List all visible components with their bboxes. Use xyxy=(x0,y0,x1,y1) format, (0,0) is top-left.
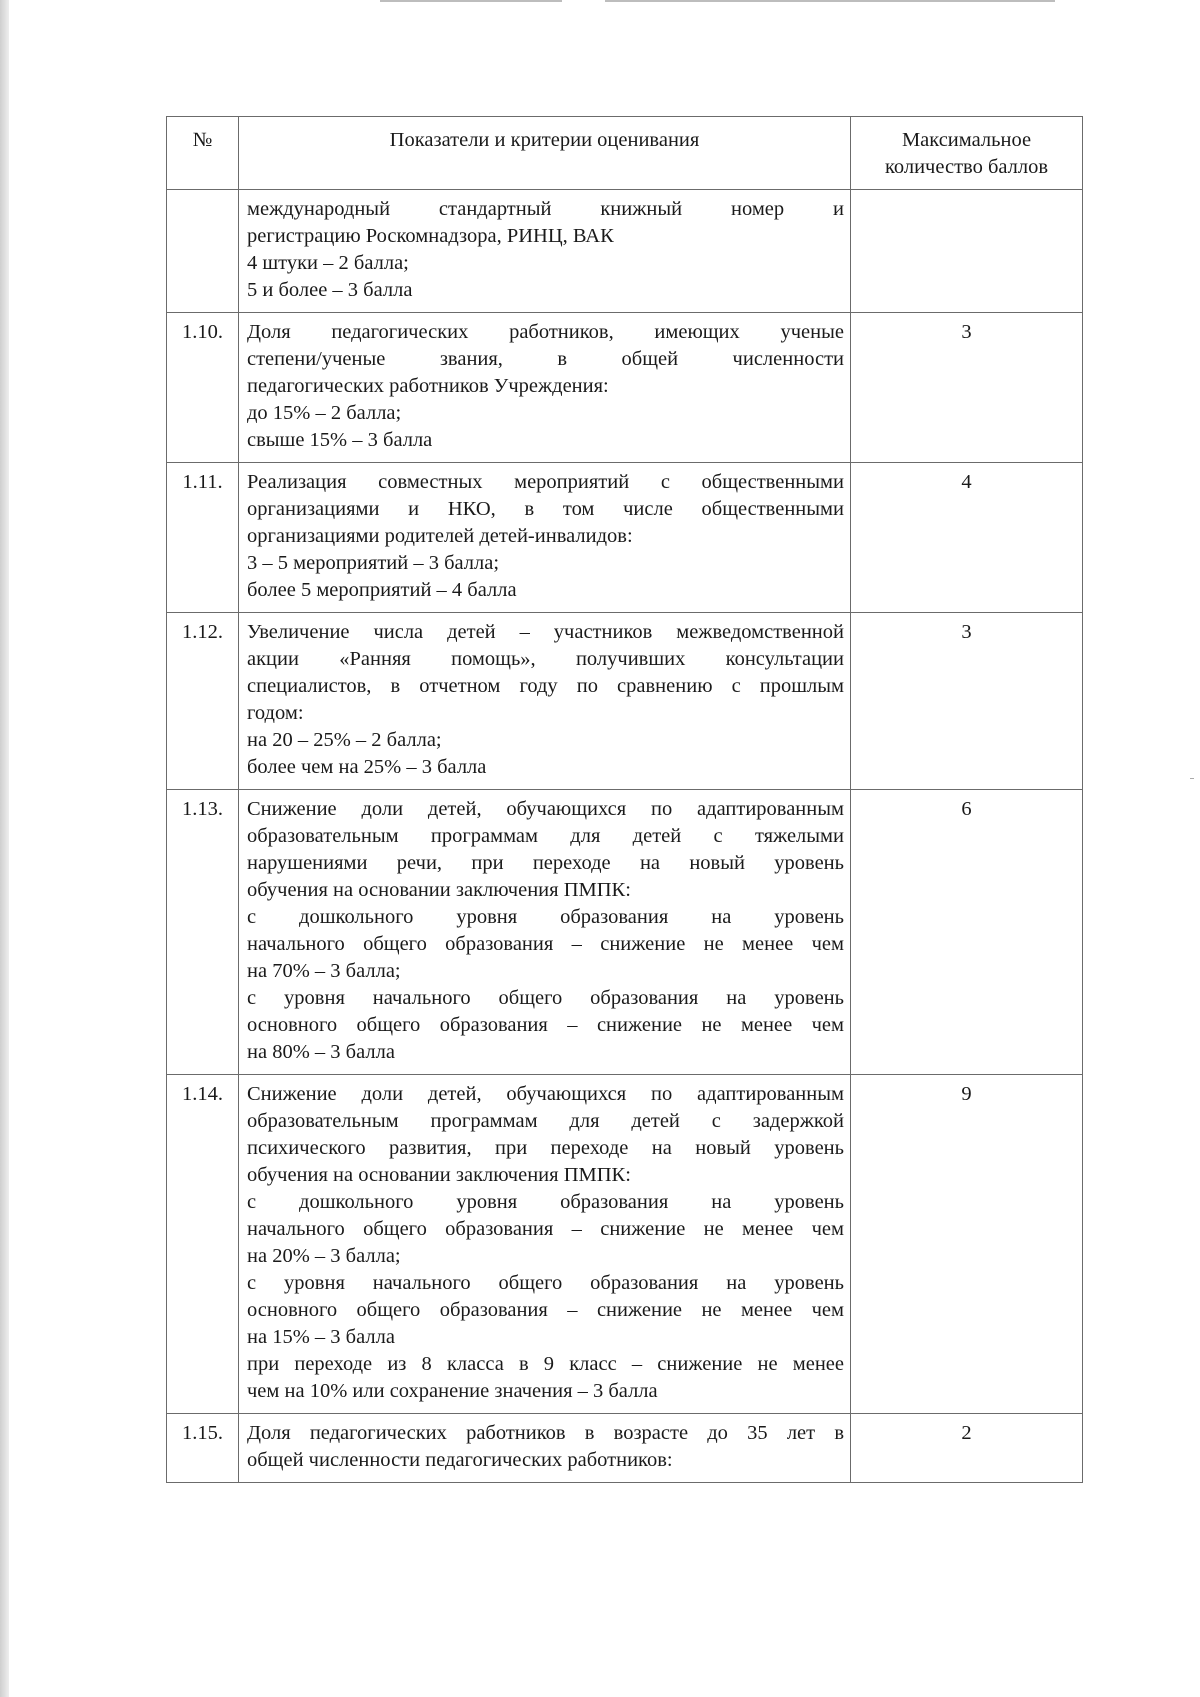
header-max-line2: количество баллов xyxy=(884,156,1049,178)
criteria-line: организациями родителей детей-инвалидов: xyxy=(247,525,633,547)
criteria-line: обучения на основании заключения ПМПК: xyxy=(247,1164,631,1186)
criteria-table xyxy=(166,116,1083,1483)
table-header-row xyxy=(167,117,1083,190)
header-max-points xyxy=(851,117,1083,190)
criteria-line: чем на 10% или сохранение значения – 3 балла xyxy=(247,1380,658,1402)
criteria-line: на 20% – 3 балла; xyxy=(247,1245,401,1267)
row-number: 1.11. xyxy=(167,463,239,613)
row-max-points: 6 xyxy=(851,790,1083,1075)
criteria-line: основного общего образования – снижение не менее чем xyxy=(247,1014,844,1036)
criteria-line: начального общего образования – снижение не менее чем xyxy=(247,1218,844,1240)
criteria-line: 4 штуки – 2 балла; xyxy=(247,252,409,274)
row-max-points: 2 xyxy=(851,1414,1083,1483)
criteria-line: Доля педагогических работников, имеющих ученые xyxy=(247,321,844,343)
row-max-points: 4 xyxy=(851,463,1083,613)
table-row xyxy=(167,1075,1083,1414)
criteria-line: специалистов, в отчетном году по сравнению с прошлым xyxy=(247,675,844,697)
criteria-line: образовательным программам для детей с тяжелыми xyxy=(247,825,844,847)
criteria-line: более чем на 25% – 3 балла xyxy=(247,756,487,778)
table-row xyxy=(167,313,1083,463)
row-criteria xyxy=(239,190,851,313)
row-max-points: 3 xyxy=(851,313,1083,463)
row-criteria xyxy=(239,313,851,463)
criteria-line: образовательным программам для детей с задержкой xyxy=(247,1110,844,1132)
criteria-line: до 15% – 2 балла; xyxy=(247,402,402,424)
criteria-line: степени/ученые звания, в общей численности xyxy=(247,348,844,370)
criteria-line: обучения на основании заключения ПМПК: xyxy=(247,879,631,901)
criteria-line: начального общего образования – снижение не менее чем xyxy=(247,933,844,955)
scan-top-rule-right xyxy=(605,0,1055,2)
criteria-line: 3 – 5 мероприятий – 3 балла; xyxy=(247,552,500,574)
criteria-line: на 80% – 3 балла xyxy=(247,1041,395,1063)
row-criteria xyxy=(239,1075,851,1414)
criteria-line: 5 и более – 3 балла xyxy=(247,279,413,301)
criteria-line: общей численности педагогических работников: xyxy=(247,1449,673,1471)
row-criteria xyxy=(239,463,851,613)
criteria-line: годом: xyxy=(247,702,304,724)
row-criteria xyxy=(239,790,851,1075)
criteria-line: международный стандартный книжный номер и xyxy=(247,198,844,220)
criteria-line: регистрацию Роскомнадзора, РИНЦ, ВАК xyxy=(247,225,614,247)
criteria-line: основного общего образования – снижение не менее чем xyxy=(247,1299,844,1321)
row-max-points xyxy=(851,190,1083,313)
table-body xyxy=(167,190,1083,1483)
row-number: 1.12. xyxy=(167,613,239,790)
criteria-line: Снижение доли детей, обучающихся по адаптированным xyxy=(247,798,844,820)
table-row xyxy=(167,613,1083,790)
criteria-line: с уровня начального общего образования на уровень xyxy=(247,987,844,1009)
criteria-line: Увеличение числа детей – участников межведомственной xyxy=(247,621,844,643)
criteria-line: психического развития, при переходе на новый уровень xyxy=(247,1137,844,1159)
criteria-line: с дошкольного уровня образования на уровень xyxy=(247,1191,844,1213)
criteria-line: на 15% – 3 балла xyxy=(247,1326,395,1348)
row-number: 1.10. xyxy=(167,313,239,463)
scan-margin-tick xyxy=(1190,778,1194,779)
criteria-line: свыше 15% – 3 балла xyxy=(247,429,433,451)
row-number: 1.13. xyxy=(167,790,239,1075)
criteria-line: организациями и НКО, в том числе общественными xyxy=(247,498,844,520)
criteria-line: педагогических работников Учреждения: xyxy=(247,375,609,397)
scan-top-rule-left xyxy=(380,0,562,2)
row-max-points: 9 xyxy=(851,1075,1083,1414)
table-row xyxy=(167,463,1083,613)
criteria-line: более 5 мероприятий – 4 балла xyxy=(247,579,517,601)
criteria-line: с уровня начального общего образования на уровень xyxy=(247,1272,844,1294)
criteria-line: Снижение доли детей, обучающихся по адаптированным xyxy=(247,1083,844,1105)
row-criteria xyxy=(239,613,851,790)
criteria-line: Реализация совместных мероприятий с общественными xyxy=(247,471,844,493)
criteria-line: на 70% – 3 балла; xyxy=(247,960,401,982)
header-number: № xyxy=(167,117,239,190)
table-row xyxy=(167,190,1083,313)
row-number: 1.14. xyxy=(167,1075,239,1414)
table-row xyxy=(167,1414,1083,1483)
criteria-line: акции «Ранняя помощь», получивших консультации xyxy=(247,648,844,670)
row-criteria xyxy=(239,1414,851,1483)
criteria-line: нарушениями речи, при переходе на новый уровень xyxy=(247,852,844,874)
header-max-line1: Максимальное xyxy=(901,129,1032,151)
criteria-line: Доля педагогических работников в возрасте до 35 лет в xyxy=(247,1422,844,1444)
row-number: 1.15. xyxy=(167,1414,239,1483)
criteria-line: на 20 – 25% – 2 балла; xyxy=(247,729,442,751)
row-max-points: 3 xyxy=(851,613,1083,790)
criteria-line: с дошкольного уровня образования на уровень xyxy=(247,906,844,928)
scan-edge-shadow xyxy=(0,0,9,1697)
table-row xyxy=(167,790,1083,1075)
criteria-line: при переходе из 8 класса в 9 класс – снижение не менее xyxy=(247,1353,844,1375)
row-number xyxy=(167,190,239,313)
header-criteria: Показатели и критерии оценивания xyxy=(239,117,851,190)
